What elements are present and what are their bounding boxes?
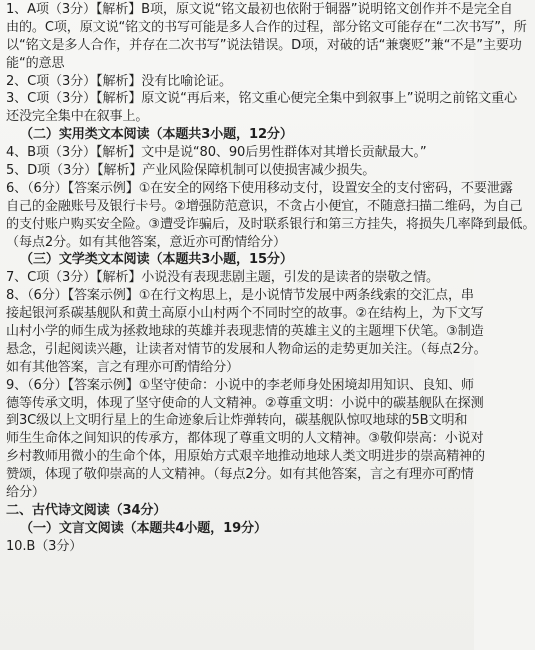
answer-line: 8、（6分）【答案示例】①在行文构思上，是小说情节发展中两条线索的交汇点，串: [6, 288, 474, 304]
answer-line: 以“铭文是多人合作，并存在二次书写”说法错误。D项，对破的话“兼褒贬”兼“不是”主要功: [6, 37, 522, 53]
section-heading: （三）文学类文本阅读（本题共3小题，15分）: [20, 252, 293, 268]
answer-line: 赞颂，体现了敬仰崇高的人文精神。（每点2分。如有其他答案，言之有理亦可酌情: [6, 467, 474, 483]
answer-line: 悬念，引起阅读兴趣，让读者对情节的发展和人物命运的走势更加关注。（每点2分。: [6, 341, 487, 357]
answer-line: 的支付账户购买安全险。③遭受诈骗后，及时联系银行和第三方挂失，将损失几率降到最低。: [6, 216, 535, 232]
answer-line: 如有其他答案，言之有理亦可酌情给分）: [6, 359, 239, 375]
answer-text-body: [6, 1, 535, 556]
answer-line: 5、D项（3分）【解析】产业风险保障机制可以使损害减少损失。: [6, 163, 376, 179]
answer-line: 2、C项（3分）【解析】没有比喻论证。: [6, 73, 232, 89]
answer-line: 由的。C项，原文说“铭文的书写可能是多人合作的过程，部分铭文可能存在“二次书写”，所: [6, 19, 527, 35]
answer-line: 乡村教师用微小的生命个体，用原始方式艰辛地推动地球人类文明进步的崇高精神的: [6, 449, 485, 465]
answer-line: 6、（6分）【答案示例】①在安全的网络下使用移动支付，设置安全的支付密码，不要泄露: [6, 180, 513, 196]
answer-line: 1、A项（3分）【解析】B项，原文说“铭文最初也依附于铜器”说明铭文创作并不是完全自: [6, 2, 513, 17]
section-heading: 二、古代诗文阅读（34分）: [6, 502, 167, 518]
answer-line: 接起银河系碳基舰队和黄土高原小山村两个不同时空的故事。②在结构上，为下文写: [6, 306, 484, 322]
answer-line: （每点2分。如有其他答案，意近亦可酌情给分）: [6, 234, 286, 250]
answer-line: 10.B（3分）: [6, 538, 83, 554]
answer-line: 自己的金融账号及银行卡号。②增强防范意识，不贪占小便宜，不随意扫描二维码，为自己: [6, 198, 523, 214]
answer-line: 德等传承文明，体现了坚守使命的人文精神。②尊重文明：小说中的碳基舰队在探测: [6, 395, 484, 411]
answer-line: 到3C级以上文明行星上的生命迹象后让炸弹转向，碳基舰队惊叹地球的5B文明和: [6, 413, 468, 429]
answer-line: 给分）: [6, 485, 45, 501]
answer-line: 能“的意思: [6, 55, 65, 71]
answer-line: 山村小学的师生成为拯救地球的英雄并表现悲情的英雄主义的主题埋下伏笔。③制造: [6, 324, 484, 340]
answer-line: 4、B项（3分）【解析】文中是说“80、90后男性群体对其增长贡献最大。”: [6, 145, 427, 161]
answer-line: 3、C项（3分）【解析】原文说“再后来，铭文重心便完全集中到叙事上”说明之前铭文重心: [6, 91, 517, 107]
section-heading: （二）实用类文本阅读（本题共3小题，12分）: [20, 127, 293, 143]
answer-line: 还没完全集中在叙事上。: [6, 109, 149, 125]
answer-line: 9、（6分）【答案示例】①坚守使命：小说中的李老师身处困境却用知识、良知、师: [6, 377, 474, 393]
answer-line: 师生生命体之间知识的传承方，都体现了尊重文明的人文精神。③敬仰崇高：小说对: [6, 431, 484, 447]
answer-line: 7、C项（3分）【解析】小说没有表现悲剧主题，引发的是读者的崇敬之情。: [6, 270, 440, 286]
section-heading: （一）文言文阅读（本题共4小题，19分）: [20, 520, 267, 536]
